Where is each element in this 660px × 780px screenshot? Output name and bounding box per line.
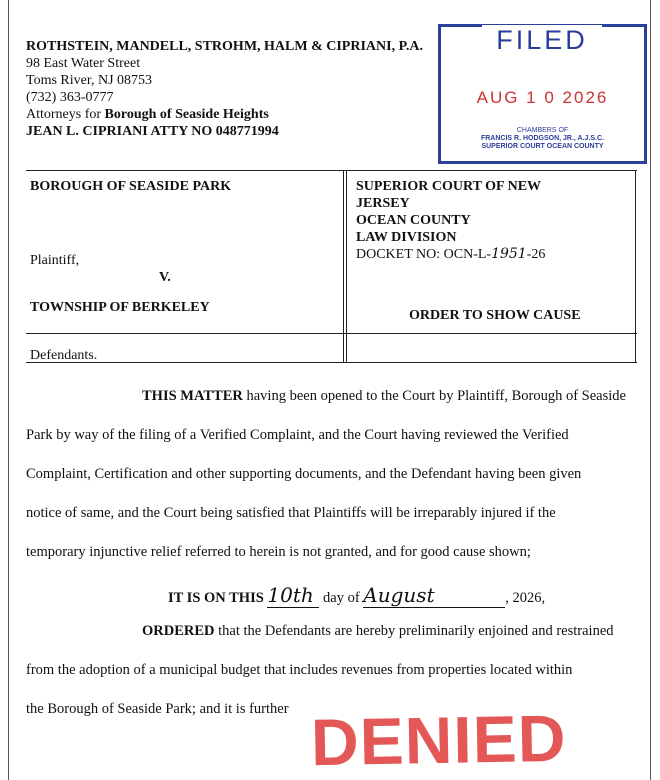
attorneys-client: Borough of Seaside Heights (104, 107, 269, 122)
stamp-title: FILED (482, 25, 602, 56)
para1-line3: Complaint, Certification and other supporting documents, and the Defendant having been given (26, 466, 582, 482)
para1-line1-text: having been opened to the Court by Plaintiff, Borough of Seaside (242, 388, 626, 404)
firm-block (26, 38, 466, 140)
stamp-chambers-line1: CHAMBERS OF (516, 127, 569, 134)
ordered-lead: ORDERED (142, 623, 215, 639)
date-mid: day of (319, 590, 364, 606)
left-margin-line (8, 0, 9, 780)
caption-right-border-ext (635, 332, 636, 362)
defendant-name: TOWNSHIP OF BERKELEY (30, 300, 210, 315)
docket-handwritten: 1951 (491, 246, 527, 262)
stamp-chambers-line2: FRANCIS R. HODGSON, JR., A.J.S.C. (480, 135, 605, 142)
date-day: 10th (267, 583, 319, 608)
court-line3: OCEAN COUNTY (356, 213, 471, 228)
this-matter-lead: THIS MATTER (142, 388, 243, 404)
caption-divider-inner (346, 171, 347, 333)
firm-city: Toms River, NJ 08753 (26, 73, 153, 88)
plaintiff-label: Plaintiff, (30, 253, 80, 268)
order-line2: from the adoption of a municipal budget that includes revenues from properties located within (26, 662, 573, 678)
court-line1: SUPERIOR COURT OF NEW (356, 179, 542, 194)
firm-street: 98 East Water Street (26, 56, 141, 71)
firm-name: ROTHSTEIN, MANDELL, STROHM, HALM & CIPRIANI, P.A. (26, 39, 423, 54)
versus-label: V. (159, 270, 171, 285)
para1-line4: notice of same, and the Court being satisfied that Plaintiffs will be irreparably injured if the (26, 505, 556, 521)
para1-line5: temporary injunctive relief referred to herein is not granted, and for good cause shown; (26, 544, 531, 560)
court-line4: LAW DIVISION (356, 230, 457, 245)
case-caption (26, 170, 637, 363)
caption-divider-ext (343, 332, 344, 362)
attorneys-for-line (26, 106, 466, 123)
order-line1-text: that the Defendants are hereby preliminarily enjoined and restrained (214, 623, 614, 639)
caption-divider (343, 171, 344, 333)
defendant-label: Defendants. (30, 348, 98, 363)
caption-divider-inner-ext (346, 332, 347, 362)
plaintiff-name: BOROUGH OF SEASIDE PARK (30, 179, 232, 194)
date-lead: IT IS ON THIS (168, 590, 268, 606)
caption-bottom-extension (26, 332, 637, 363)
attorney-name: JEAN L. CIPRIANI ATTY NO 048771994 (26, 124, 279, 139)
docket-prefix: DOCKET NO: OCN-L- (356, 247, 492, 262)
court-line2: JERSEY (356, 196, 410, 211)
stamp-date: AUG 1 0 2026 (476, 88, 609, 107)
date-year: , 2026, (505, 590, 546, 606)
order-line1 (26, 623, 638, 640)
right-margin-line (650, 0, 651, 780)
document-title: ORDER TO SHOW CAUSE (409, 308, 581, 323)
caption-right-border (635, 171, 636, 333)
firm-phone: (732) 363-0777 (26, 90, 114, 105)
docket-suffix: -26 (526, 247, 546, 262)
date-month: August (363, 583, 505, 608)
para1-line1 (26, 388, 638, 405)
filed-stamp (438, 24, 647, 164)
order-date-line (26, 583, 638, 608)
stamp-chambers-line3: SUPERIOR COURT OCEAN COUNTY (481, 143, 604, 150)
order-line3: the Borough of Seaside Park; and it is further (26, 701, 289, 717)
denied-stamp: DENIED (310, 700, 568, 780)
attorneys-prefix: Attorneys for (26, 107, 105, 122)
para1-line2: Park by way of the filing of a Verified Complaint, and the Court having reviewed the Verified (26, 427, 569, 443)
docket-number (356, 246, 545, 263)
